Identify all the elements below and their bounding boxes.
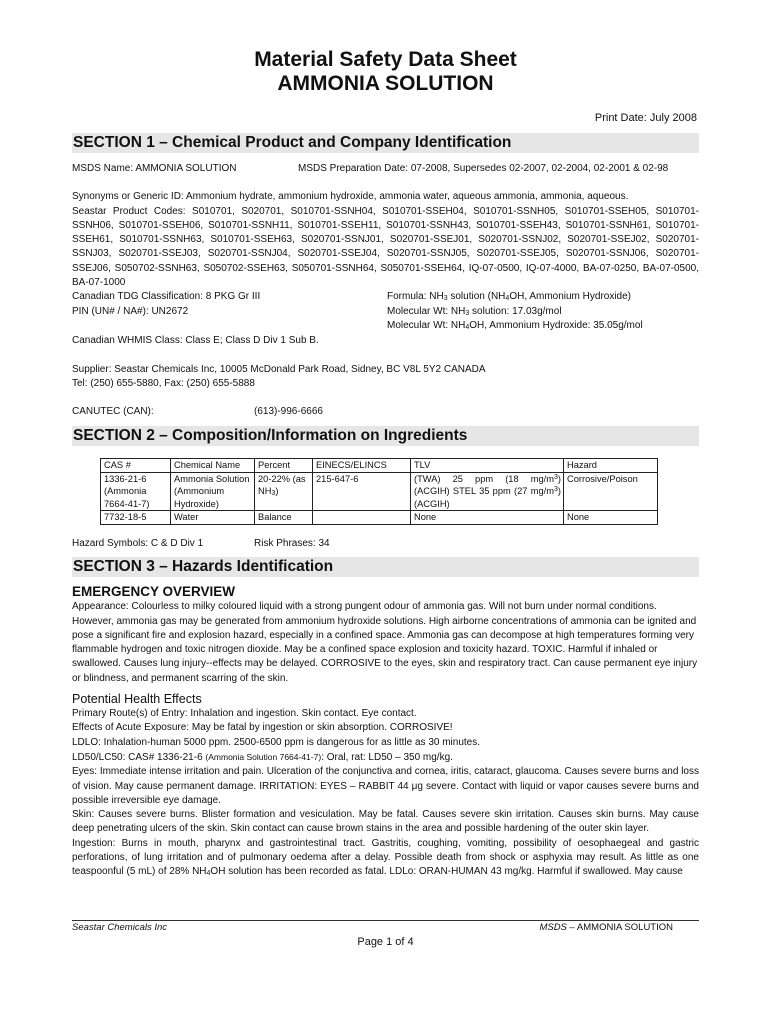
title-line-2: AMMONIA SOLUTION	[277, 72, 494, 95]
msds-name-row	[72, 162, 699, 176]
hazard-symbols: Hazard Symbols: C & D Div 1	[72, 537, 204, 549]
table-header-cell: TLV	[411, 459, 564, 473]
footer-company: Seastar Chemicals Inc	[72, 922, 168, 933]
hazard-cell: Corrosive/Poison	[564, 472, 658, 511]
percent-cell: 20-22% (as $NH_3$)	[255, 472, 313, 511]
supplier: Supplier: Seastar Chemicals Inc, 10005 McDonald Park Road, Sidney, BC V8L 5Y2 CANADA	[72, 363, 486, 375]
einecs-cell: 215-647-6	[313, 472, 411, 511]
percent-cell: Balance	[255, 511, 313, 525]
molecular-weight-nh4oh: Molecular Wt: $NH_4OH$, Ammonium Hydroxide: 35.05g/mol	[387, 319, 643, 331]
section-1-heading: SECTION 1 – Chemical Product and Company Identification	[72, 133, 699, 153]
einecs-cell	[313, 511, 411, 525]
footer	[72, 922, 699, 933]
classification-block	[72, 290, 699, 333]
table-row	[101, 511, 658, 525]
table-header-cell: Hazard	[564, 459, 658, 473]
table-row	[101, 472, 658, 511]
ldlo: LDLO: Inhalation-human 5000 ppm. 2500-6500 ppm is dangerous for as little as 30 minutes.	[72, 736, 481, 748]
pin-number: PIN (UN# / NA#): UN2672	[72, 305, 189, 317]
appearance: Appearance: Colourless to milky coloured liquid with a strong pungent odour of ammonia gas. Will not burn under normal conditions. However, ammonia gas may be generated from ammonium hydroxide solutions. High airborne concentrations of ammonia can be ignited and pose a significant fire and explosion hazard, especially in a confined space. Ammonia gas can decompose at high temperatures forming very flammable hydrogen and toxic nitrogen dioxide. May be a confined space explosion and toxicity hazard. TOXIC. Harmful if inhaled or swallowed. Causes lung injury--effects may be delayed. CORROSIVE to the eyes, skin and respiratory tract. Can cause permanent eye injury or blindness, and permanent scarring of the skin.	[72, 601, 698, 684]
composition-table	[100, 458, 658, 525]
canutec-label: CANUTEC (CAN):	[72, 406, 154, 418]
ingestion-effects: Ingestion: Burns in mouth, pharynx and gastrointestinal tract. Gastritis, coughing, vomiting, possibility of oesophaegeal and gastric perforations, of lung irritation and of pulmonary oedema after a delay. Possible death from shock or asphyxia may result. As little as one teaspoonful (5 mL) of 28% $NH_4OH$ solution has been recorded as fatal. LDLo: ORAN-HUMAN 43 mg/kg. Harmful if swallowed. May cause	[72, 837, 699, 878]
title-line-1: Material Safety Data Sheet	[254, 48, 517, 71]
product-codes: Seastar Product Codes: S010701, S020701, S010701-SSNH04, S010701-SSEH04, S010701-SSNH05, S010701-SSEH05, S010701-SSNH06, S010701-SSEH06, S010701-SSNH11, S010701-SSEH11, S010701-SSNH43, S010701-SSEH43, S010701-SSNH61, S010701-SSEH61, S010701-SSNH63, S010701-SSEH63, S020701-SSNJ01, S020701-SSEJ01, S020701-SSNJ02, S020701-SSEJ02, S020701-SSNJ03, S020701-SSEJ03, S020701-SSNJ04, S020701-SSEJ04, S020701-SSNJ05, S020701-SSEJ05, S020701-SSNJ06, S020701-SSEJ06, S050702-SSNH63, S050702-SSEH63, S050701-SSNH64, S050701-SSEH64, IQ-07-0500, IQ-07-4000, BA-07-0250, BA-07-0500, BA-07-1000	[72, 205, 699, 289]
preparation-date: MSDS Preparation Date: 07-2008, Supersedes 02-2007, 02-2004, 02-2001 & 02-98	[298, 163, 669, 174]
acute-exposure: Effects of Acute Exposure: May be fatal by ingestion or skin absorption. CORROSIVE!	[72, 722, 453, 734]
cas-cell: 1336-21-6 (Ammonia 7664-41-7)	[101, 472, 171, 511]
skin-effects: Skin: Causes severe burns. Blister formation and vesiculation. May be fatal. Causes severe skin irritation. Causes skin burns. May cause deep penetrating ulcers of the skin. Skin contact can cause brown stains in the area and possible hardening of the outer skin layer.	[72, 809, 699, 835]
footer-divider	[72, 920, 699, 921]
document-page	[72, 0, 699, 1024]
document-title	[72, 48, 699, 96]
chemical-name-cell: Ammonia Solution (Ammonium Hydroxide)	[171, 472, 255, 511]
synonyms: Synonyms or Generic ID: Ammonium hydrate, ammonium hydroxide, ammonia water, aqueous ammonia, ammonia, aqueous.	[72, 191, 629, 203]
formula: Formula: $NH_3$ solution ($NH_4OH$, Ammonium Hydroxide)	[387, 291, 632, 303]
risk-phrases: Risk Phrases: 34	[254, 537, 330, 549]
tdg-classification: Canadian TDG Classification: 8 PKG Gr III	[72, 291, 261, 303]
print-date: Print Date: July 2008	[594, 112, 697, 124]
table-header-cell: CAS #	[101, 459, 171, 473]
hazard-symbols-row	[72, 537, 699, 551]
potential-health-effects-heading: Potential Health Effects	[72, 692, 202, 707]
tlv-cell: None	[411, 511, 564, 525]
table-header-cell: Chemical Name	[171, 459, 255, 473]
canutec-row	[72, 405, 699, 419]
table-header-row	[101, 459, 658, 473]
route-of-entry: Primary Route(s) of Entry: Inhalation and ingestion. Skin contact. Eye contact.	[72, 708, 417, 720]
tlv-cell: (TWA) 25 ppm (18 $mg/m^3$) (ACGIH) STEL 35 ppm (27 $mg/m^3$) (ACGIH)	[411, 472, 564, 511]
page-number: Page 1 of 4	[357, 936, 414, 948]
msds-name: MSDS Name: AMMONIA SOLUTION	[72, 163, 237, 174]
section-2-heading: SECTION 2 – Composition/Information on Ingredients	[72, 426, 699, 446]
canutec-number: (613)-996-6666	[254, 406, 323, 418]
ld50: LD50/LC50: CAS# 1336-21-6 (Ammonia Solution 7664-41-7): Oral, rat: LD50 – 350 mg/kg.	[72, 751, 453, 763]
emergency-overview-heading: EMERGENCY OVERVIEW	[72, 584, 236, 600]
table-header-cell: Percent	[255, 459, 313, 473]
footer-document: MSDS – AMMONIA SOLUTION	[539, 922, 673, 933]
cas-cell: 7732-18-5	[101, 511, 171, 525]
table-header-cell: EINECS/ELINCS	[313, 459, 411, 473]
section-3-heading: SECTION 3 – Hazards Identification	[72, 557, 699, 577]
hazard-cell: None	[564, 511, 658, 525]
chemical-name-cell: Water	[171, 511, 255, 525]
molecular-weight-nh3: Molecular Wt: $NH_3$ solution: 17.03g/mol	[387, 305, 562, 317]
supplier-phone: Tel: (250) 655-5880, Fax: (250) 655-5888	[72, 377, 255, 389]
eyes-effects: Eyes: Immediate intense irritation and pain. Ulceration of the conjunctiva and cornea, iritis, cataract, glaucoma. Causes severe burns and loss of vision. May cause permanent damage. IRRITATION: EYES – RABBIT 44 μg severe. Contact with liquid or vapor causes severe burns and possible irreversible eye damage.	[72, 766, 699, 806]
whmis-class: Canadian WHMIS Class: Class E; Class D Div 1 Sub B.	[72, 335, 319, 347]
